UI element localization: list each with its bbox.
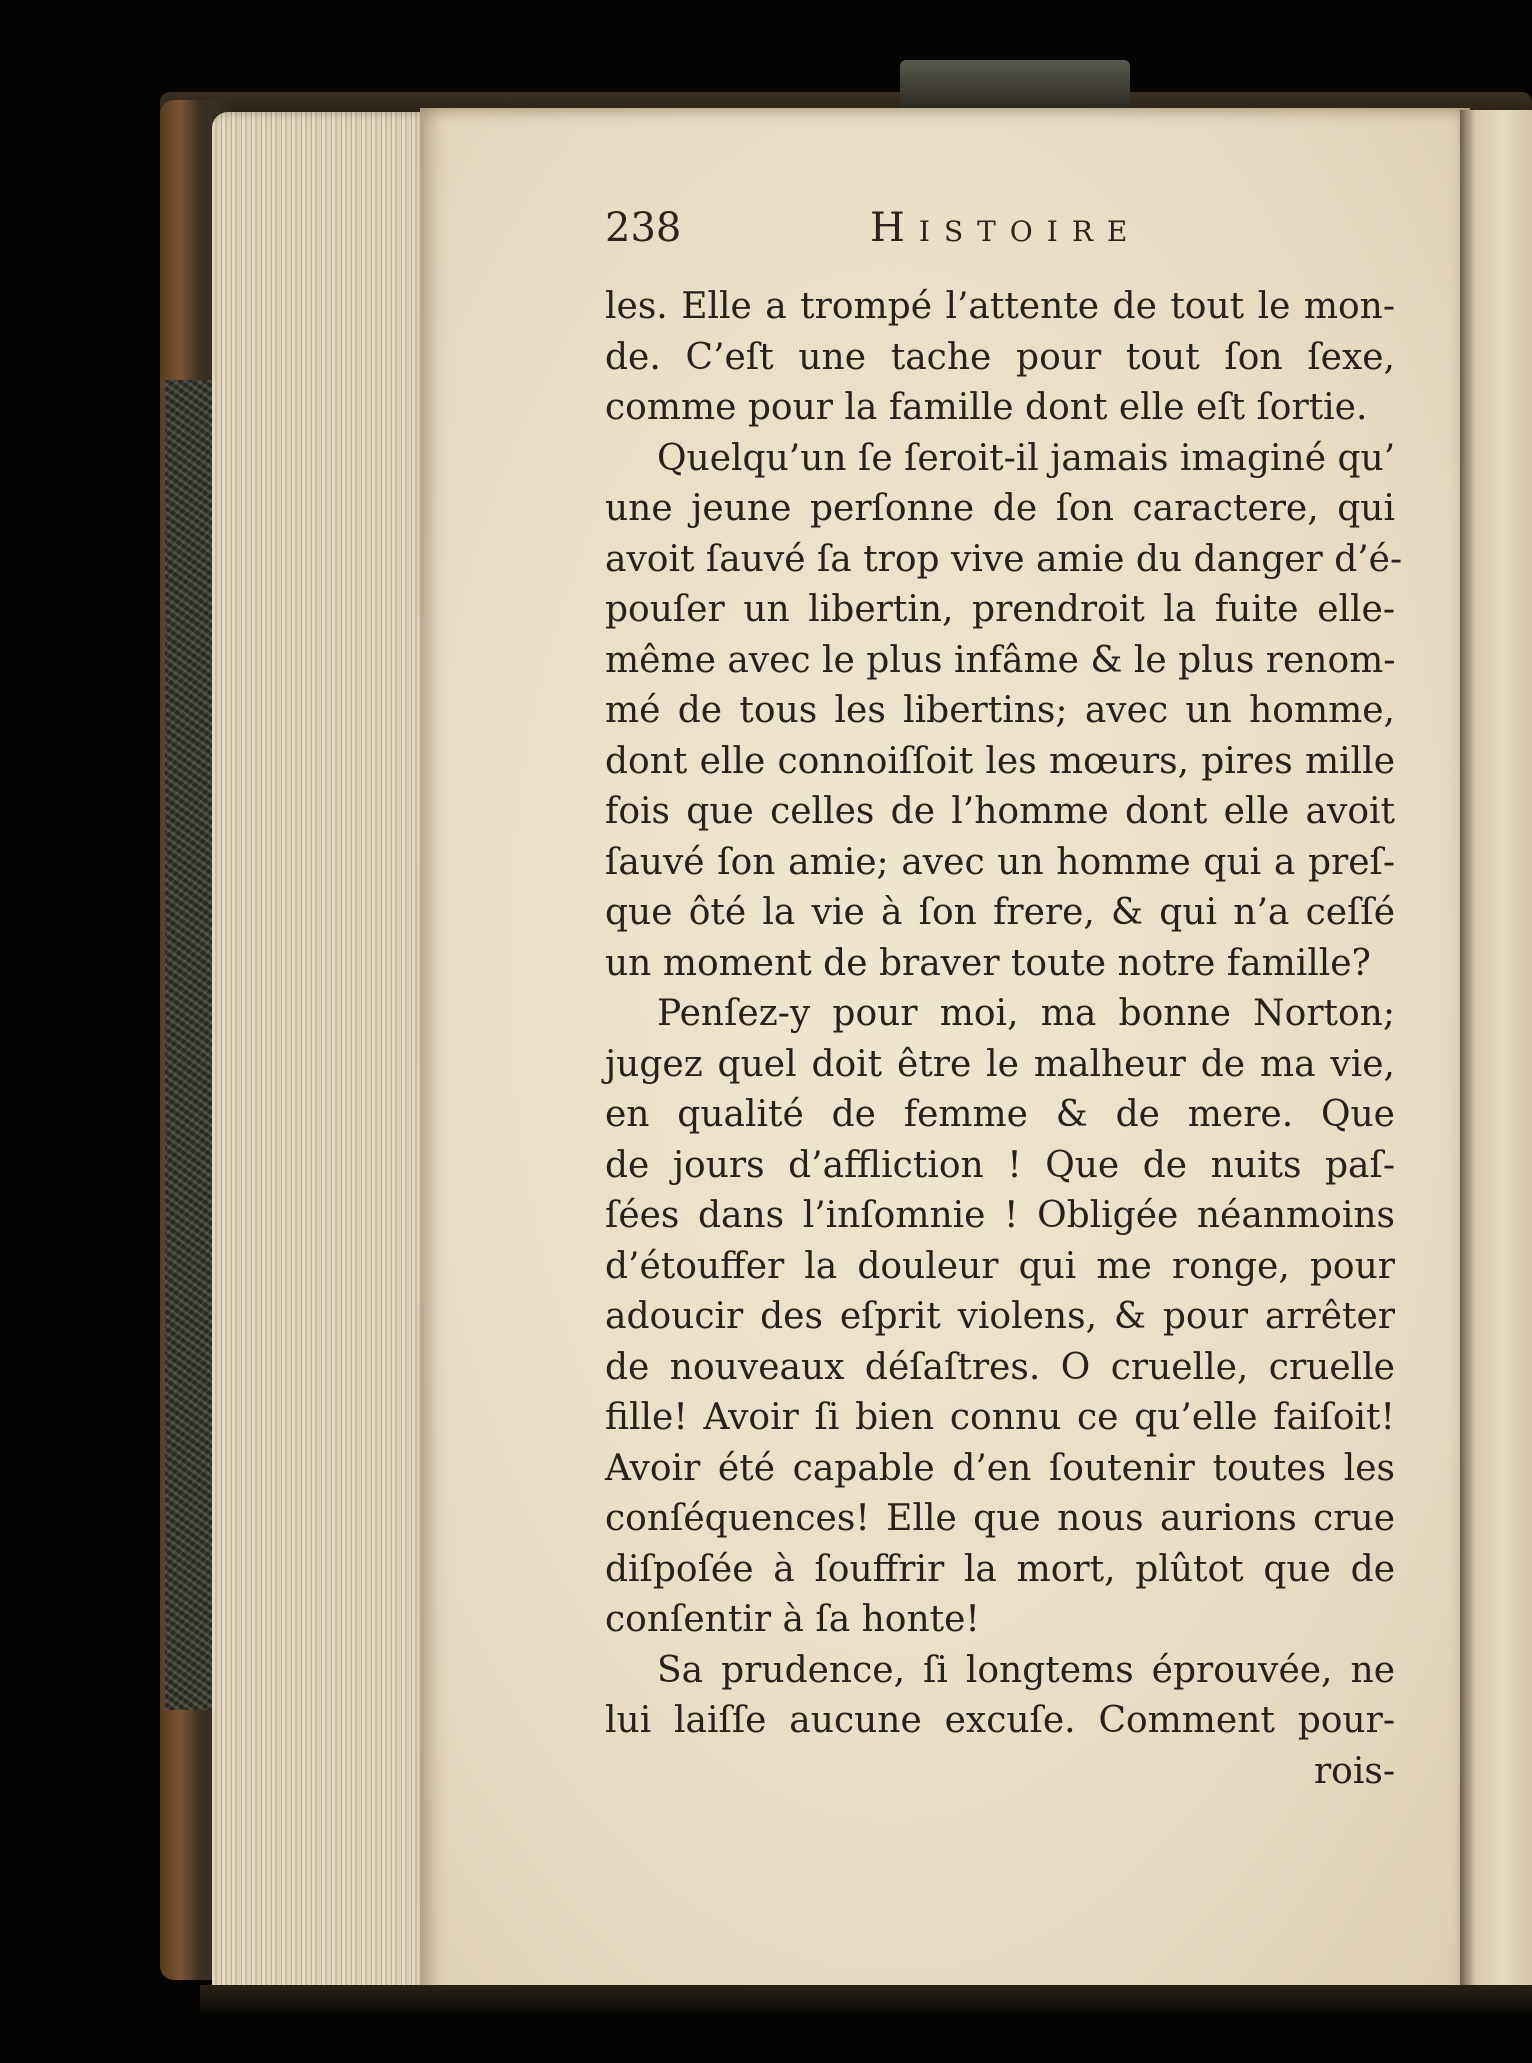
text-line: adoucir des eſprit violens, & pour arrêter	[605, 1296, 1395, 1337]
text-line: jugez quel doit être le malheur de ma vie,	[605, 1043, 1395, 1085]
text-line: ſauvé ſon amie; avec un homme qui a preſ-	[605, 841, 1395, 883]
text-line: dont elle connoiſſoit les mœurs, pires mille	[605, 740, 1395, 782]
page-number: 238	[605, 205, 682, 251]
text-line: de jours d’affliction ! Que de nuits paſ-	[605, 1144, 1395, 1186]
text-line: les. Elle a trompé l’attente de tout le mon-	[605, 286, 1395, 327]
page-stack-edge	[212, 112, 432, 2002]
text-line: Quelqu’un ſe ſeroit-il jamais imaginé qu’	[657, 437, 1396, 479]
text-line: que ôté la vie à ſon frere, & qui n’a ceſſé	[605, 892, 1395, 933]
text-line: une jeune perſonne de ſon caractere, qui	[605, 488, 1395, 529]
text-line: pouſer un libertin, prendroit la fuite elle-	[605, 589, 1395, 630]
text-line: fille! Avoir ſi bien connu ce qu’elle faiſoit!	[605, 1397, 1395, 1438]
body-text	[605, 282, 1403, 1797]
text-line: lui laiſſe aucune excuſe. Comment pour-	[605, 1700, 1395, 1741]
catchword: rois-	[1313, 1750, 1395, 1792]
text-line: conſéquences! Elle que nous aurions crue	[605, 1498, 1395, 1539]
book-headband	[900, 60, 1130, 108]
text-line: conſentir à ſa honte!	[605, 1599, 980, 1640]
facing-page-gutter	[1460, 110, 1532, 2000]
text-line: ſées dans l’inſomnie ! Obligée néanmoins	[605, 1195, 1395, 1236]
bottom-shadow	[200, 1985, 1532, 2015]
text-line: avoit ſauvé ſa trop vive amie du danger d’é-	[605, 538, 1403, 580]
text-line: même avec le plus infâme & le plus renom-	[605, 639, 1396, 681]
text-line: mé de tous les libertins; avec un homme,	[605, 690, 1395, 731]
text-line: fois que celles de l’homme dont elle avoit	[605, 791, 1395, 832]
text-line: en qualité de femme & de mere. Que	[605, 1094, 1395, 1135]
text-line: Sa prudence, ſi longtems éprouvée, ne	[657, 1649, 1395, 1691]
text-line: comme pour la famille dont elle eſt ſortie.	[605, 387, 1368, 428]
text-line: un moment de braver toute notre famille?	[605, 942, 1371, 984]
text-line: diſpoſée à ſouffrir la mort, plûtot que de	[605, 1548, 1395, 1590]
text-line: de nouveaux déſaſtres. O cruelle, cruelle	[605, 1346, 1395, 1388]
running-head	[605, 205, 1165, 265]
text-line: d’étouffer la douleur qui me ronge, pour	[605, 1245, 1395, 1287]
running-title: Histoire	[870, 205, 1142, 251]
text-line: de. C’eſt une tache pour tout ſon ſexe,	[605, 336, 1395, 378]
text-line: Penſez-y pour moi, ma bonne Norton;	[657, 993, 1395, 1034]
text-line: Avoir été capable d’en ſoutenir toutes les	[605, 1447, 1395, 1489]
